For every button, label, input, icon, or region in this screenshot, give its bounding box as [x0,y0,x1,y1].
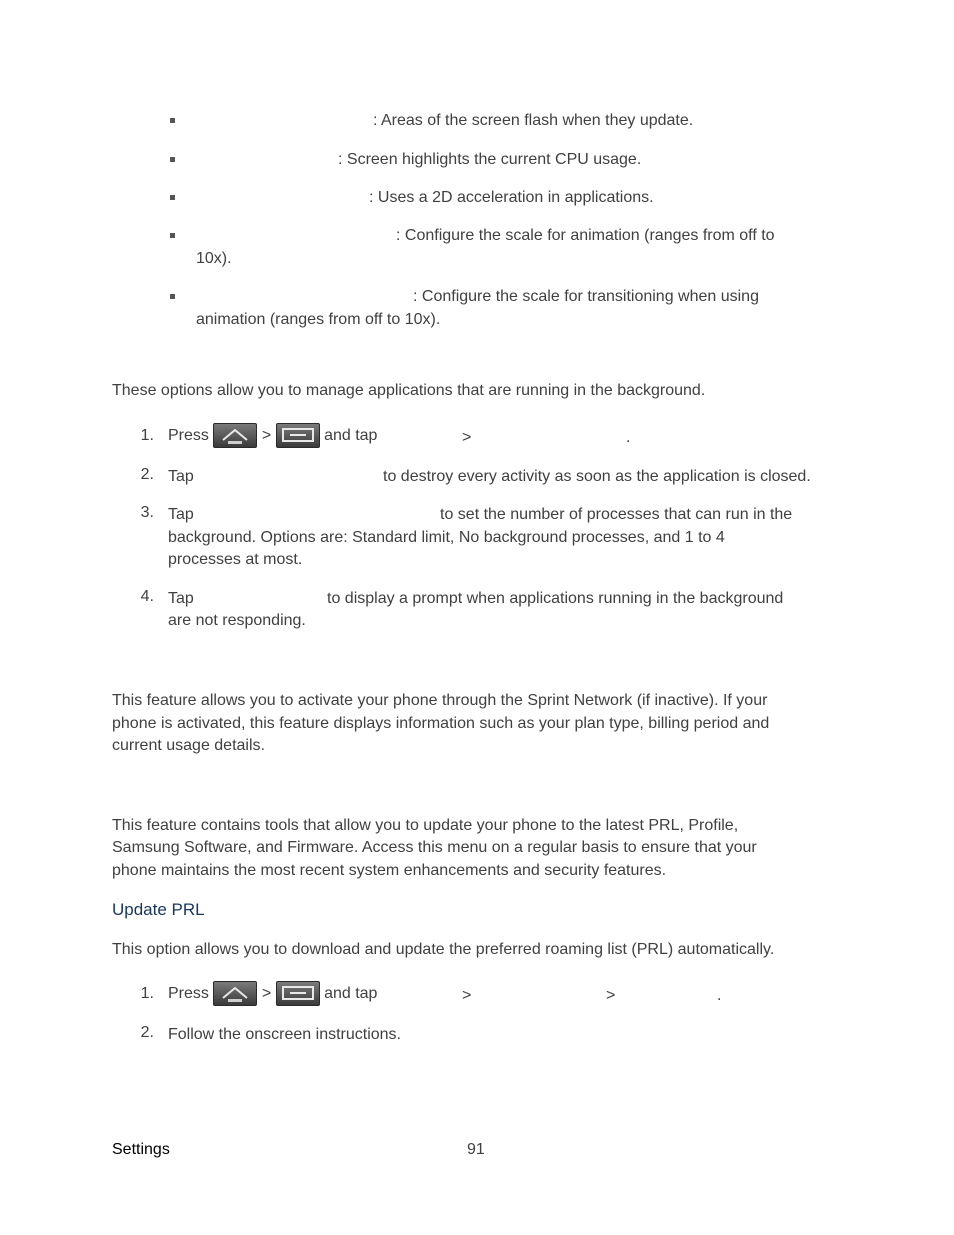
menu-key-icon [276,981,320,1006]
bullet-marker [170,157,175,162]
tap-label: Tap [168,468,194,485]
separator: > [261,427,272,444]
prl-intro: This option allows you to download and update the preferred roaming list (PRL) automatically. [112,941,775,958]
step-number: 4. [140,588,154,605]
step-4-text: to display a prompt when applications running in the background [327,590,784,607]
separator: > [462,987,472,1004]
bullet-text: : Areas of the screen flash when they update. [373,112,694,129]
and-tap-label: and tap [324,985,378,1002]
step-number: 2. [140,1024,154,1041]
prl-step-1 [168,979,377,1009]
bullet-marker [170,195,175,200]
bullet-text: : Screen highlights the current CPU usage. [338,151,642,168]
step-number: 1. [140,427,154,444]
paragraph-line: phone maintains the most recent system enhancements and security features. [112,862,667,879]
tap-label: Tap [168,506,194,523]
home-key-icon [213,423,257,448]
and-tap-label: and tap [324,427,378,444]
apps-intro: These options allow you to manage applications that are running in the background. [112,382,706,399]
paragraph-line: Samsung Software, and Firmware. Access this menu on a regular basis to ensure that your [112,839,757,856]
step-number: 3. [140,504,154,521]
bullet-marker [170,294,175,299]
press-label: Press [168,985,209,1002]
step-3-text-line2: background. Options are: Standard limit, No background processes, and 1 to 4 [168,529,725,546]
step-end-period: . [717,987,722,1004]
tap-label: Tap [168,590,194,607]
home-key-icon [213,981,257,1006]
separator: > [462,429,472,446]
bullet-marker [170,233,175,238]
bullet-text: : Configure the scale for animation (ranges from off to [396,227,775,244]
bullet-text: : Configure the scale for transitioning when using [413,288,759,305]
step-number: 2. [140,466,154,483]
prl-step-2-text: Follow the onscreen instructions. [168,1026,401,1043]
step-3-text: to set the number of processes that can run in the [440,506,793,523]
step-number: 1. [140,985,154,1002]
paragraph-line: phone is activated, this feature displays information such as your plan type, billing period and [112,715,770,732]
update-prl-heading: Update PRL [112,900,205,919]
bullet-text: : Uses a 2D acceleration in applications. [369,189,654,206]
step-2-text: to destroy every activity as soon as the application is closed. [383,468,811,485]
page-number: 91 [467,1141,485,1158]
step-3-text-line3: processes at most. [168,551,303,568]
bullet-text-continued: 10x). [196,250,232,267]
bullet-text-continued: animation (ranges from off to 10x). [196,311,441,328]
paragraph-line: current usage details. [112,737,265,754]
paragraph-line: This feature contains tools that allow you to update your phone to the latest PRL, Profile, [112,817,739,834]
press-label: Press [168,427,209,444]
separator: > [261,985,272,1002]
paragraph-line: This feature allows you to activate your phone through the Sprint Network (if inactive). If your [112,692,768,709]
step-1 [168,421,377,451]
separator: > [606,987,616,1004]
bullet-marker [170,118,175,123]
step-4-text-line2: are not responding. [168,612,306,629]
footer-section: Settings [112,1141,170,1158]
menu-key-icon [276,423,320,448]
step-end-period: . [626,429,631,446]
